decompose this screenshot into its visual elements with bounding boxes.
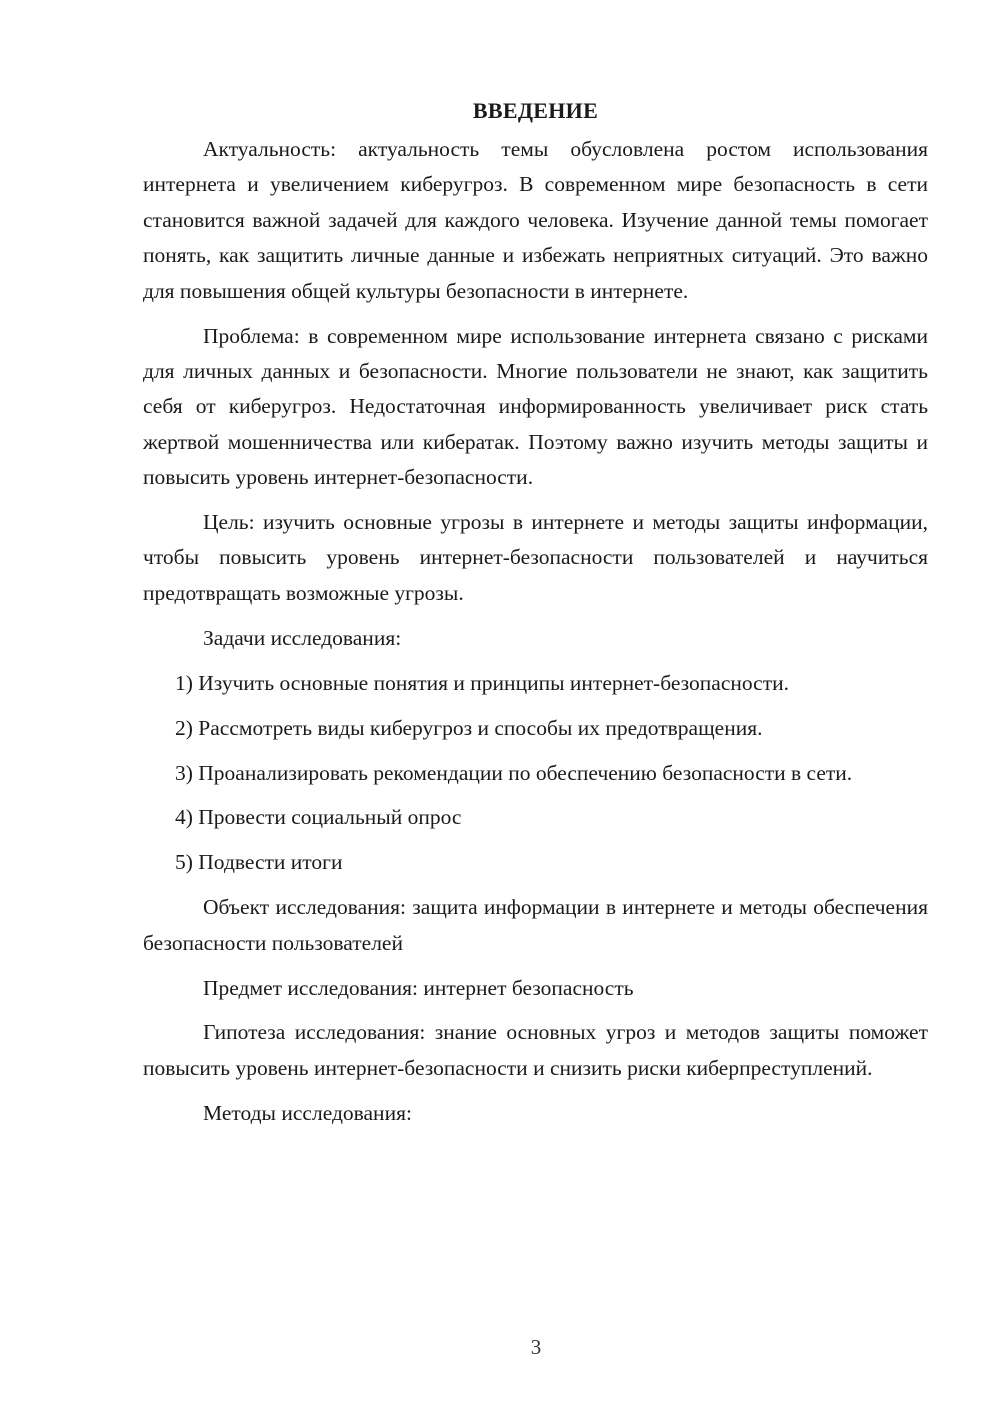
methods-heading: Методы исследования: <box>203 1100 412 1125</box>
paragraph-problem: Проблема: в современном мире использование интернета связано с рисками для личных данных и безопасности. Многие пользователи не знают, как защитить себя от киберугроз. Недостаточная информированность увеличивает риск стать жертвой мошенничества или кибератак. Поэтому важно изучить методы защиты и повысить уровень интернет-безопасности. <box>143 323 928 490</box>
page-number: 3 <box>530 1335 542 1359</box>
tasks-heading: Задачи исследования: <box>203 625 402 650</box>
paragraph-goal: Цель: изучить основные угрозы в интернете и методы защиты информации, чтобы повысить уровень интернет-безопасности пользователей и научиться предотвращать возможные угрозы. <box>143 510 928 605</box>
task-item-4: 4) Провести социальный опрос <box>175 805 462 830</box>
task-item-5: 5) Подвести итоги <box>175 850 343 875</box>
section-title: ВВЕДЕНИЕ <box>472 98 599 123</box>
task-item-2: 2) Рассмотреть виды киберугроз и способы их предотвращения. <box>175 715 763 740</box>
paragraph-subject: Предмет исследования: интернет безопасность <box>203 975 634 1000</box>
page-content <box>143 96 928 1141</box>
task-item-1: 1) Изучить основные понятия и принципы интернет-безопасности. <box>175 670 789 695</box>
paragraph-object: Объект исследования: защита информации в интернете и методы обеспечения безопасности пользователей <box>143 895 928 955</box>
task-item-3: 3) Проанализировать рекомендации по обеспечению безопасности в сети. <box>175 760 853 785</box>
paragraph-hypothesis: Гипотеза исследования: знание основных угроз и методов защиты поможет повысить уровень интернет-безопасности и снизить риски киберпреступлений. <box>143 1020 928 1080</box>
paragraph-relevance: Актуальность: актуальность темы обусловлена ростом использования интернета и увеличением киберугроз. В современном мире безопасность в сети становится важной задачей для каждого человека. Изучение данной темы помогает понять, как защитить личные данные и избежать неприятных ситуаций. Это важно для повышения общей культуры безопасности в интернете. <box>143 137 928 303</box>
